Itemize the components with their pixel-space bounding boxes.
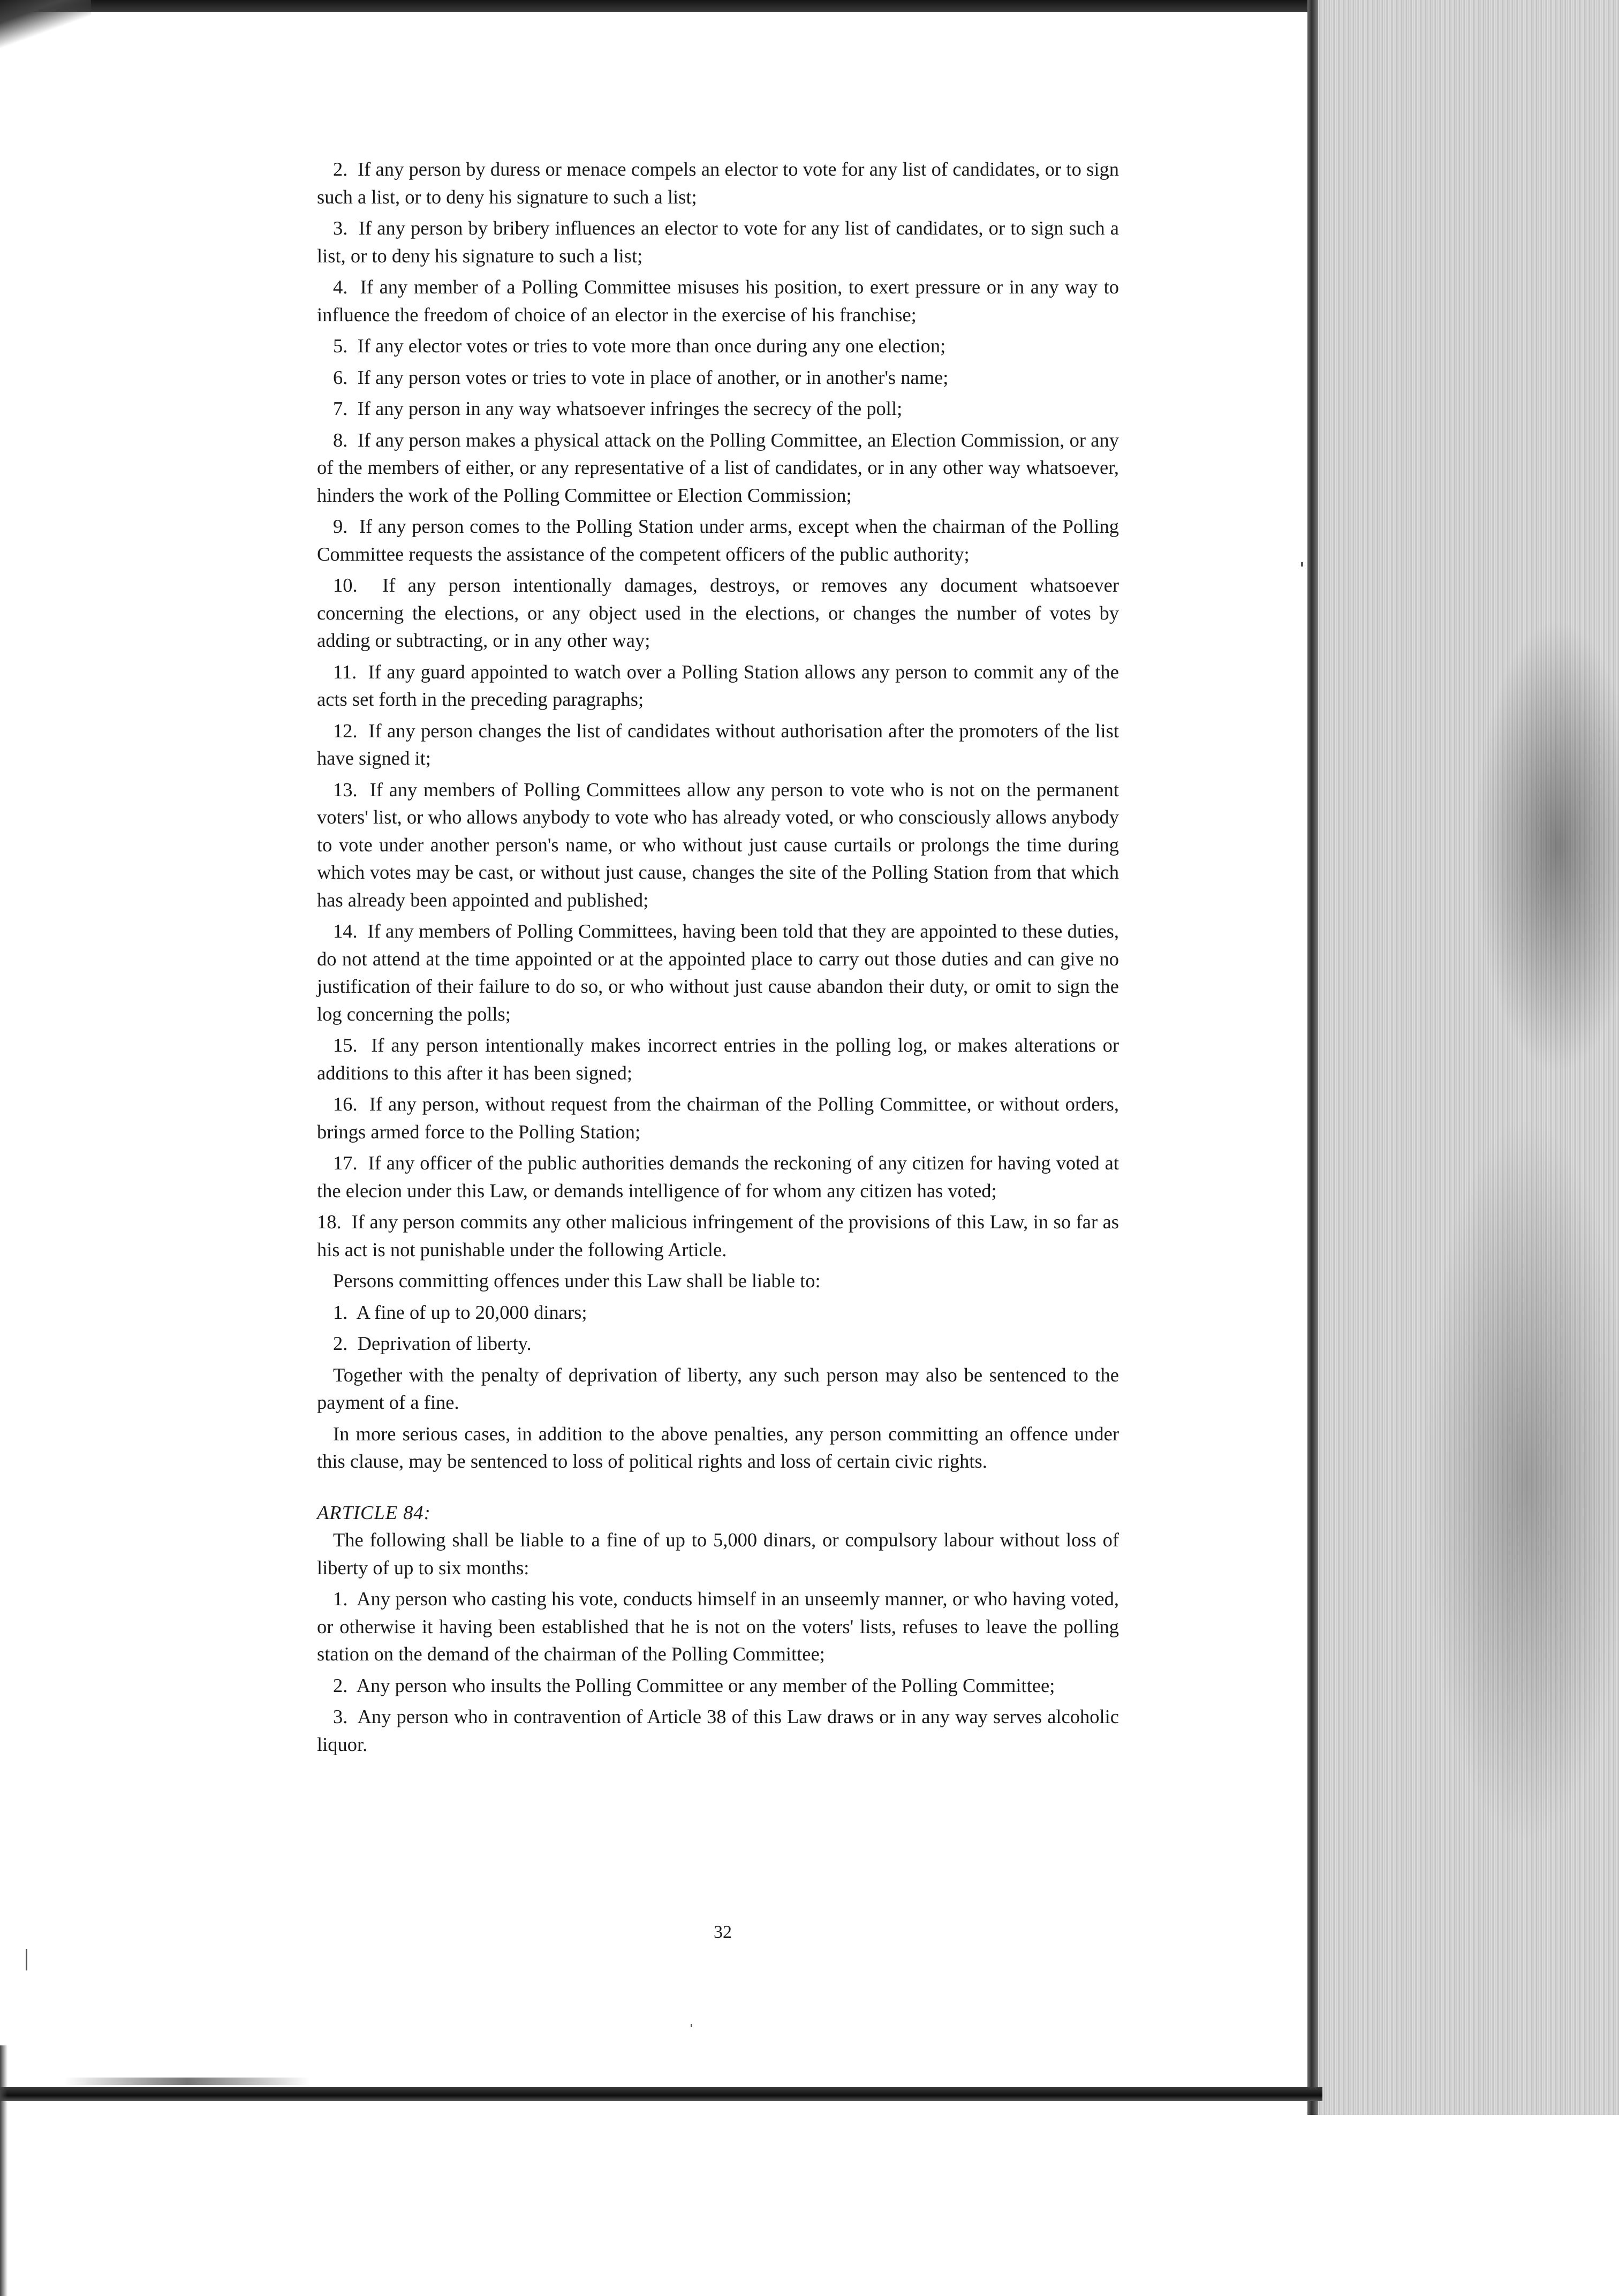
item-number: 3. (333, 217, 348, 239)
item-text: Any person who in contravention of Article 38 of this Law draws or in any way serves alcoholic liquor. (317, 1705, 1119, 1755)
scan-bottom-smudge (64, 2078, 311, 2085)
penalties-fine-paragraph: Together with the penalty of deprivation of liberty, any such person may also be sentenced to the payment of a fine. (317, 1363, 1119, 1413)
item-text: If any person commits any other malicious infringement of the provisions of this Law, in so far as his act is not punishable under the following Article. (317, 1211, 1119, 1260)
item-text: Any person who casting his vote, conducts himself in an unseemly manner, or who having voted, or otherwise it having been established that he is not on the voters' lists, refuses to leave the polling station on the demand of the chairman of the Polling Committee; (317, 1588, 1119, 1665)
item-number: 15. (333, 1034, 358, 1056)
item-number: 6. (333, 366, 348, 388)
page-number: 32 (714, 1922, 732, 1942)
scan-corner-shadow (0, 0, 91, 48)
item-text: Any person who insults the Polling Committee or any member of the Polling Committee; (356, 1674, 1055, 1696)
item-text: If any person by duress or menace compels an elector to vote for any list of candidates, or to sign such a list, or to deny his signature to such a list; (317, 158, 1119, 208)
list-item (317, 214, 1119, 269)
list-item (317, 1298, 1119, 1326)
item-number: 10. (333, 574, 358, 596)
scan-facing-page-shadow (1312, 0, 1619, 2115)
item-text: If any person comes to the Polling Station under arms, except when the chairman of the Polling Committee requests the assistance of the competent officers of the public authority; (317, 515, 1119, 565)
list-item (317, 512, 1119, 568)
scan-speck (26, 1949, 27, 1970)
page-right-edge (1307, 0, 1318, 2115)
document-body (317, 155, 1119, 1762)
item-number: 7. (333, 397, 348, 419)
item-text: If any person, without request from the chairman of the Polling Committee, or without orders, brings armed force to the Polling Station; (317, 1093, 1119, 1143)
list-item (317, 1585, 1119, 1668)
list-item (317, 395, 1119, 422)
item-text: A fine of up to 20,000 dinars; (356, 1301, 587, 1323)
list-item (317, 1149, 1119, 1204)
item-text: If any person makes a physical attack on the Polling Committee, an Election Commission, or any of the members of either, or any representative of a list of candidates, or in any other way whatsoever, hinders the work of the Polling Committee or Election Commission; (317, 428, 1119, 506)
item-number: 11. (333, 660, 357, 683)
item-number: 5. (333, 335, 348, 357)
item-text: If any person intentionally damages, destroys, or removes any document whatsoever concerning the elections, or any object used in the elections, or changes the number of votes by adding or subtracting, or in any other way; (317, 574, 1119, 651)
list-item (317, 273, 1119, 328)
item-number: 2. (333, 1332, 348, 1354)
list-item (317, 571, 1119, 654)
list-item (317, 717, 1119, 772)
scan-speck (691, 2024, 692, 2027)
list-item (317, 1090, 1119, 1145)
item-text: If any member of a Polling Committee misuses his position, to exert pressure or in any way to influence the freedom of choice of an elector in the exercise of his franchise; (317, 276, 1119, 326)
list-item (317, 1703, 1119, 1758)
list-item (317, 776, 1119, 914)
item-text: If any person in any way whatsoever infringes the secrecy of the poll; (357, 397, 903, 419)
article-84-section (317, 1499, 1119, 1758)
article-heading: ARTICLE 84: (317, 1501, 431, 1523)
penalties-serious-paragraph: In more serious cases, in addition to the above penalties, any person committing an offence under this clause, may be sentenced to loss of political rights and loss of certain civic rights. (317, 1422, 1119, 1472)
item-text: If any officer of the public authorities demands the reckoning of any citizen for having voted at the elecion under this Law, or demands intelligence of for whom any citizen has voted; (317, 1152, 1119, 1202)
item-number: 13. (333, 778, 358, 800)
item-text: If any person intentionally makes incorrect entries in the polling log, or makes alterations or additions to this after it has been signed; (317, 1034, 1119, 1084)
scan-speck (1301, 562, 1303, 567)
list-item (317, 155, 1119, 210)
list-item (317, 917, 1119, 1028)
item-number: 8. (333, 428, 348, 451)
list-item (317, 1672, 1119, 1700)
penalties-intro: Persons committing offences under this Law shall be liable to: (333, 1270, 821, 1292)
item-text: If any person by bribery influences an elector to vote for any list of candidates, or to sign such a list, or to deny his signature to such a list; (317, 217, 1119, 267)
list-item (317, 1031, 1119, 1086)
scan-border-top (0, 0, 1322, 12)
penalties-section (317, 1267, 1119, 1475)
item-number: 1. (333, 1301, 348, 1323)
item-number: 17. (333, 1152, 358, 1174)
item-number: 2. (333, 158, 348, 180)
item-number: 2. (333, 1674, 348, 1696)
scan-left-edge (0, 2045, 7, 2296)
item-number: 1. (333, 1588, 348, 1610)
list-item (317, 426, 1119, 509)
item-text: If any elector votes or tries to vote more than once during any one election; (357, 335, 946, 357)
scan-border-bottom (0, 2087, 1322, 2101)
item-text: If any guard appointed to watch over a Polling Station allows any person to commit any of the acts set forth in the preceding paragraphs; (317, 660, 1119, 710)
item-number: 14. (333, 920, 358, 942)
list-item (317, 1208, 1119, 1263)
list-item (317, 364, 1119, 391)
list-item (317, 1330, 1119, 1357)
item-text: If any members of Polling Committees, having been told that they are appointed to these duties, do not attend at the time appointed or at the appointed place to carry out those duties and can give no justification of their failure to do so, or who without just cause abandon their duty, or omit to sign the log concerning the polls; (317, 920, 1119, 1025)
item-number: 18. (317, 1211, 342, 1233)
item-number: 12. (333, 719, 358, 742)
list-item (317, 658, 1119, 713)
item-text: If any person votes or tries to vote in place of another, or in another's name; (357, 366, 949, 388)
item-text: If any members of Polling Committees allow any person to vote who is not on the permanent voters' list, or who allows anybody to vote who has already voted, or who consciously allows anybody to vote under another person's name, or who without just cause curtails or prolongs the time during which votes may be cast, or without just cause, changes the site of the Polling Station from that which has already been appointed and published; (317, 778, 1119, 911)
article-intro: The following shall be liable to a fine of up to 5,000 dinars, or compulsory labour without loss of liberty of up to six months: (317, 1529, 1119, 1578)
item-number: 9. (333, 515, 348, 537)
offence-list (317, 155, 1119, 1263)
item-number: 4. (333, 276, 348, 298)
item-text: If any person changes the list of candidates without authorisation after the promoters of the list have signed it; (317, 719, 1119, 769)
list-item (317, 332, 1119, 360)
item-text: Deprivation of liberty. (357, 1332, 532, 1354)
item-number: 16. (333, 1093, 358, 1115)
item-number: 3. (333, 1705, 348, 1727)
